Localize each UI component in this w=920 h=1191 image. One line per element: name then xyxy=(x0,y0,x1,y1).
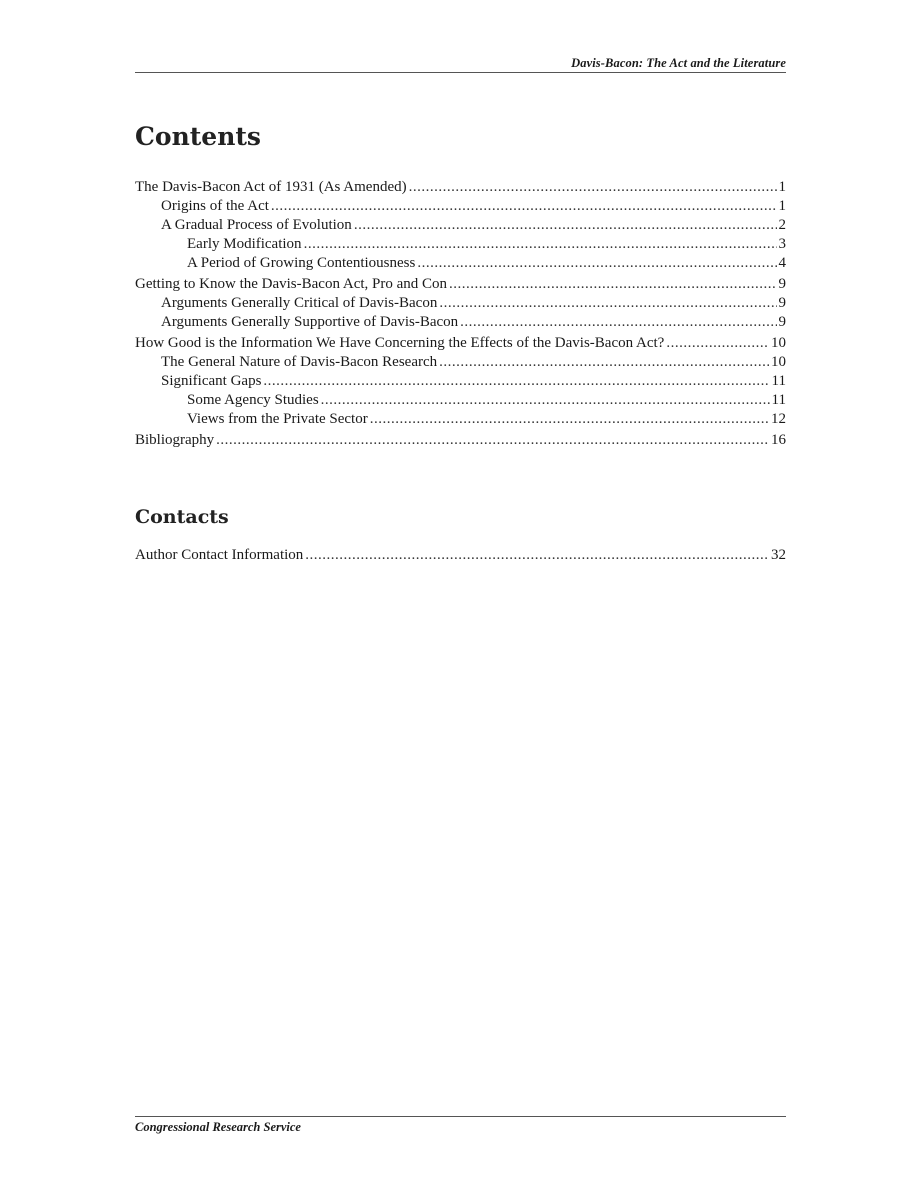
dot-leader xyxy=(439,353,769,372)
dot-leader xyxy=(263,372,769,391)
toc-entry-title: A Period of Growing Contentiousness xyxy=(187,255,416,271)
toc-entry-title: Origins of the Act xyxy=(161,198,269,214)
contacts-entry-title: Author Contact Information xyxy=(135,547,304,563)
toc-entry-title: The Davis-Bacon Act of 1931 (As Amended) xyxy=(135,179,407,195)
toc-entry-page: 12 xyxy=(771,411,786,427)
toc-entry[interactable] xyxy=(135,431,786,450)
toc-entry[interactable] xyxy=(135,410,786,429)
toc-entry-page: 1 xyxy=(778,198,786,214)
toc-entry-title: Arguments Generally Critical of Davis-Bacon xyxy=(161,295,438,311)
dot-leader xyxy=(305,546,769,565)
toc-entry-page: 9 xyxy=(778,295,786,311)
header-rule xyxy=(135,72,786,73)
dot-leader xyxy=(216,431,769,450)
toc-entry-page: 2 xyxy=(778,217,786,233)
dot-leader xyxy=(370,410,769,429)
table-of-contents xyxy=(135,176,786,450)
toc-entry[interactable] xyxy=(135,294,786,313)
toc-entry[interactable] xyxy=(135,254,786,273)
toc-entry-page: 4 xyxy=(778,255,786,271)
contacts-entry[interactable] xyxy=(135,546,786,565)
toc-entry-page: 11 xyxy=(771,392,786,408)
footer-rule xyxy=(135,1116,786,1117)
dot-leader xyxy=(439,294,776,313)
dot-leader xyxy=(409,178,777,197)
page-footer: Congressional Research Service xyxy=(135,1120,301,1134)
dot-leader xyxy=(304,235,777,254)
toc-entry-page: 1 xyxy=(778,179,786,195)
toc-entry-title: A Gradual Process of Evolution xyxy=(161,217,352,233)
dot-leader xyxy=(417,254,776,273)
contacts-heading: Contacts xyxy=(135,506,229,528)
toc-entry[interactable] xyxy=(135,197,786,216)
toc-entry-title: How Good is the Information We Have Concerning the Effects of the Davis-Bacon Act? xyxy=(135,335,665,351)
toc-entry[interactable] xyxy=(135,334,786,353)
toc-entry[interactable] xyxy=(135,275,786,294)
toc-entry-title: Bibliography xyxy=(135,432,215,448)
toc-entry-page: 10 xyxy=(771,335,786,351)
contacts-entry-page: 32 xyxy=(771,547,786,563)
toc-entry-title: Getting to Know the Davis-Bacon Act, Pro and Con xyxy=(135,276,448,292)
toc-entry-page: 9 xyxy=(778,276,786,292)
toc-entry-title: Arguments Generally Supportive of Davis-Bacon xyxy=(161,314,459,330)
toc-entry-title: Some Agency Studies xyxy=(187,392,319,408)
toc-entry-page: 10 xyxy=(771,354,786,370)
dot-leader xyxy=(449,275,776,294)
toc-entry[interactable] xyxy=(135,216,786,235)
dot-leader xyxy=(321,391,770,410)
toc-entry-page: 9 xyxy=(778,314,786,330)
toc-entry[interactable] xyxy=(135,178,786,197)
toc-entry-page: 16 xyxy=(771,432,786,448)
toc-entry[interactable] xyxy=(135,372,786,391)
toc-entry[interactable] xyxy=(135,235,786,254)
toc-entry-title: Early Modification xyxy=(187,236,302,252)
contacts-list xyxy=(135,544,786,565)
contents-heading: Contents xyxy=(135,122,262,151)
toc-entry[interactable] xyxy=(135,353,786,372)
dot-leader xyxy=(666,334,769,353)
dot-leader xyxy=(460,313,776,332)
toc-entry[interactable] xyxy=(135,391,786,410)
dot-leader xyxy=(271,197,777,216)
toc-entry-title: The General Nature of Davis-Bacon Research xyxy=(161,354,438,370)
running-header: Davis-Bacon: The Act and the Literature xyxy=(571,56,786,70)
toc-entry-page: 3 xyxy=(778,236,786,252)
toc-entry-title: Views from the Private Sector xyxy=(187,411,368,427)
dot-leader xyxy=(354,216,777,235)
toc-entry[interactable] xyxy=(135,313,786,332)
toc-entry-title: Significant Gaps xyxy=(161,373,262,389)
toc-entry-page: 11 xyxy=(771,373,786,389)
